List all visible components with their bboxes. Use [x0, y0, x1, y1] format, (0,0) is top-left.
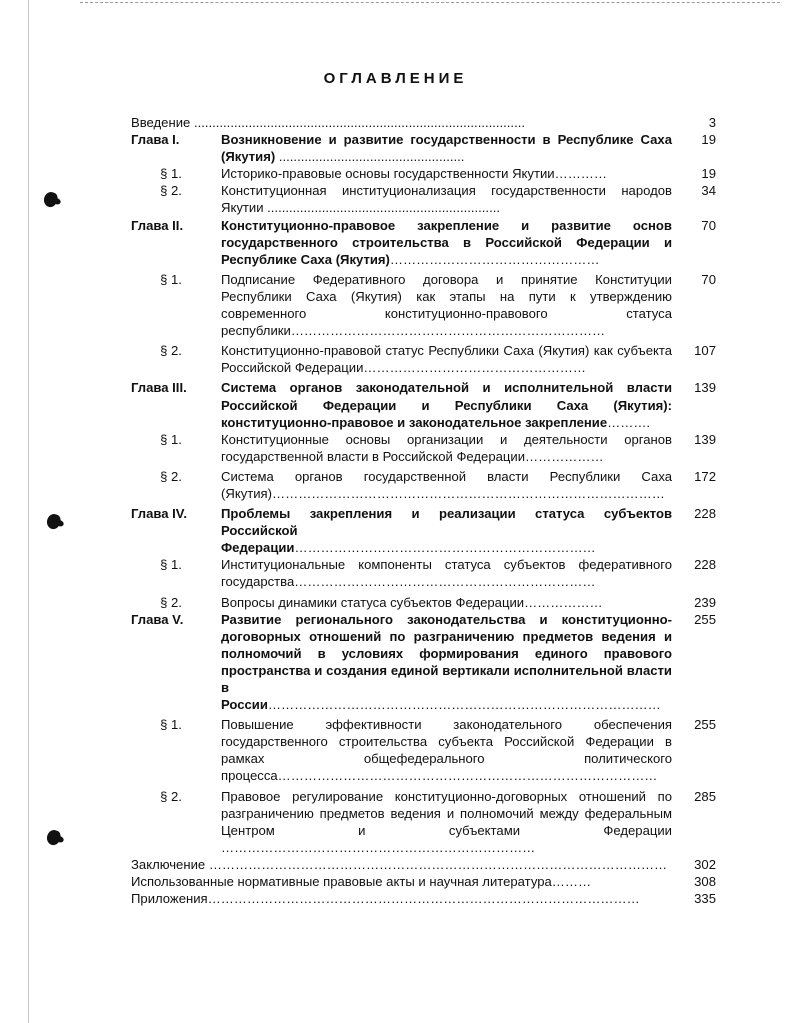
page-number: 228: [694, 506, 716, 522]
page-number: 3: [708, 115, 716, 130]
page-number: 172: [694, 468, 716, 484]
page-number: 302: [694, 856, 716, 872]
section-label: § 2.: [160, 788, 182, 804]
toc-entry-introduction[interactable]: [131, 114, 716, 131]
toc-entry-section-4-1[interactable]: [131, 556, 716, 590]
toc-entry-section-1-1[interactable]: [131, 165, 716, 182]
chapter-label: Глава IV.: [131, 506, 187, 522]
toc-entry-chapter-5[interactable]: [131, 611, 716, 714]
toc-entry-chapter-4[interactable]: [131, 505, 716, 556]
section-label: § 1.: [160, 166, 182, 182]
entry-text: Вопросы динамики статуса субъектов Федерации………………: [221, 594, 603, 610]
page-number: 239: [694, 594, 716, 610]
entry-text: Правовое регулирование конституционно-договорных отношений по разграничению предметов ведения и полномочий между федеральным Центром и субъектами Федерации ………………………………………………………………: [221, 788, 672, 855]
entry-text: Приложения………………………………………………………………………………………: [131, 891, 640, 907]
chapter-label: Глава III.: [131, 380, 187, 396]
page-number: 139: [694, 380, 716, 396]
entry-text: Развитие регионального законодательства и конституционно-договорных отношений по разграничению предметов ведения и полномочий в условиях формирования единого правового пространства и создания единой вертикали исполнительной власти в России………………………………………………………………………………: [221, 611, 672, 713]
section-label: § 1.: [160, 717, 182, 733]
page-number: 255: [694, 611, 716, 627]
section-label: § 2.: [160, 343, 182, 359]
section-label: § 1.: [160, 431, 182, 447]
entry-text: Система органов законодательной и исполнительной власти Российской Федерации и Республики Саха (Якутия): конституционно-правовое и законодательное закрепление……….: [221, 380, 672, 430]
page-number: 19: [701, 132, 716, 148]
toc-entry-appendices[interactable]: [131, 890, 716, 907]
toc-entry-conclusion[interactable]: [131, 856, 716, 873]
entry-text: Возникновение и развитие государственности в Республике Саха (Якутия) ...................................................: [221, 132, 672, 165]
page-number: 70: [701, 271, 716, 287]
toc-entry-section-5-1[interactable]: [131, 716, 716, 784]
binding-hole-mark: [45, 828, 62, 847]
section-label: § 2.: [160, 468, 182, 484]
section-label: § 1.: [160, 271, 182, 287]
chapter-label: Глава II.: [131, 217, 184, 233]
entry-text: Подписание Федеративного договора и принятие Конституции Республики Саха (Якутия) как этапы на пути к утверждению современного конституционно-правового статуса республики………………………………………………………………: [221, 271, 672, 339]
entry-text: Использованные нормативные правовые акты и научная литература………: [131, 874, 592, 890]
binding-hole-mark: [45, 512, 62, 531]
binding-hole-mark: [42, 190, 59, 209]
page-number: 285: [694, 788, 716, 804]
page-number: 139: [694, 431, 716, 447]
chapter-label: Глава I.: [131, 132, 180, 148]
toc-entry-section-1-2[interactable]: [131, 182, 716, 216]
entry-text: Конституционные основы организации и деятельности органов государственной власти в Российской Федерации………………: [221, 431, 672, 464]
section-label: § 2.: [160, 183, 182, 199]
chapter-label: Глава V.: [131, 611, 184, 627]
entry-text: Историко-правовые основы государственности Якутии…………: [221, 166, 607, 182]
toc-entry-chapter-3[interactable]: [131, 379, 716, 430]
toc-entry-section-4-2[interactable]: [131, 594, 716, 611]
toc-entry-section-2-2[interactable]: [131, 342, 716, 376]
section-label: § 1.: [160, 557, 182, 573]
page-number: 19: [701, 166, 716, 182]
entry-text: Заключение ……………………………………………………………………………………………: [131, 856, 668, 872]
toc-entry-bibliography[interactable]: [131, 873, 716, 890]
toc-entry-section-5-2[interactable]: [131, 788, 716, 856]
toc-entry-section-3-1[interactable]: [131, 431, 716, 465]
entry-text: Система органов государственной власти Республики Саха (Якутия)………………………………………………………………………………: [221, 468, 672, 501]
entry-text: Конституционно-правовое закрепление и развитие основ государственного строительства в Российской Федерации и Республике Саха (Якутия)…………………………………………: [221, 217, 672, 267]
entry-text: Институциональные компоненты статуса субъектов федеративного государства……………………………………………………………: [221, 557, 672, 590]
entry-text: Проблемы закрепления и реализации статуса субъектов Российской Федерации……………………………………………………………: [221, 506, 672, 556]
table-of-contents: [131, 114, 716, 907]
toc-entry-section-3-2[interactable]: [131, 468, 716, 502]
toc-entry-section-2-1[interactable]: [131, 271, 716, 339]
page-number: 107: [694, 343, 716, 359]
page-number: 228: [694, 557, 716, 573]
page-number: 308: [694, 874, 716, 890]
entry-text: Конституционная институционализация государственности народов Якутии ................................................................: [221, 183, 672, 216]
page-number: 255: [694, 717, 716, 733]
page-title: ОГЛАВЛЕНИЕ: [323, 70, 468, 87]
scan-edge-left: [28, 0, 29, 1023]
entry-text: Повышение эффективности законодательного обеспечения государственного строительства субъекта Российской Федерации в рамках общефедерального политического процесса……………………………………………………………………………: [221, 717, 672, 784]
toc-entry-chapter-1[interactable]: [131, 131, 716, 165]
page-number: 34: [701, 183, 716, 199]
entry-text: Введение ...........................................................................................: [131, 115, 525, 130]
entry-text: Конституционно-правовой статус Республики Саха (Якутия) как субъекта Российской Федерации……………………………………………: [221, 343, 672, 376]
scan-edge-top: [80, 2, 780, 3]
toc-entry-chapter-2[interactable]: [131, 217, 716, 268]
page-number: 70: [701, 217, 716, 233]
section-label: § 2.: [160, 594, 182, 610]
page-number: 335: [694, 891, 716, 907]
